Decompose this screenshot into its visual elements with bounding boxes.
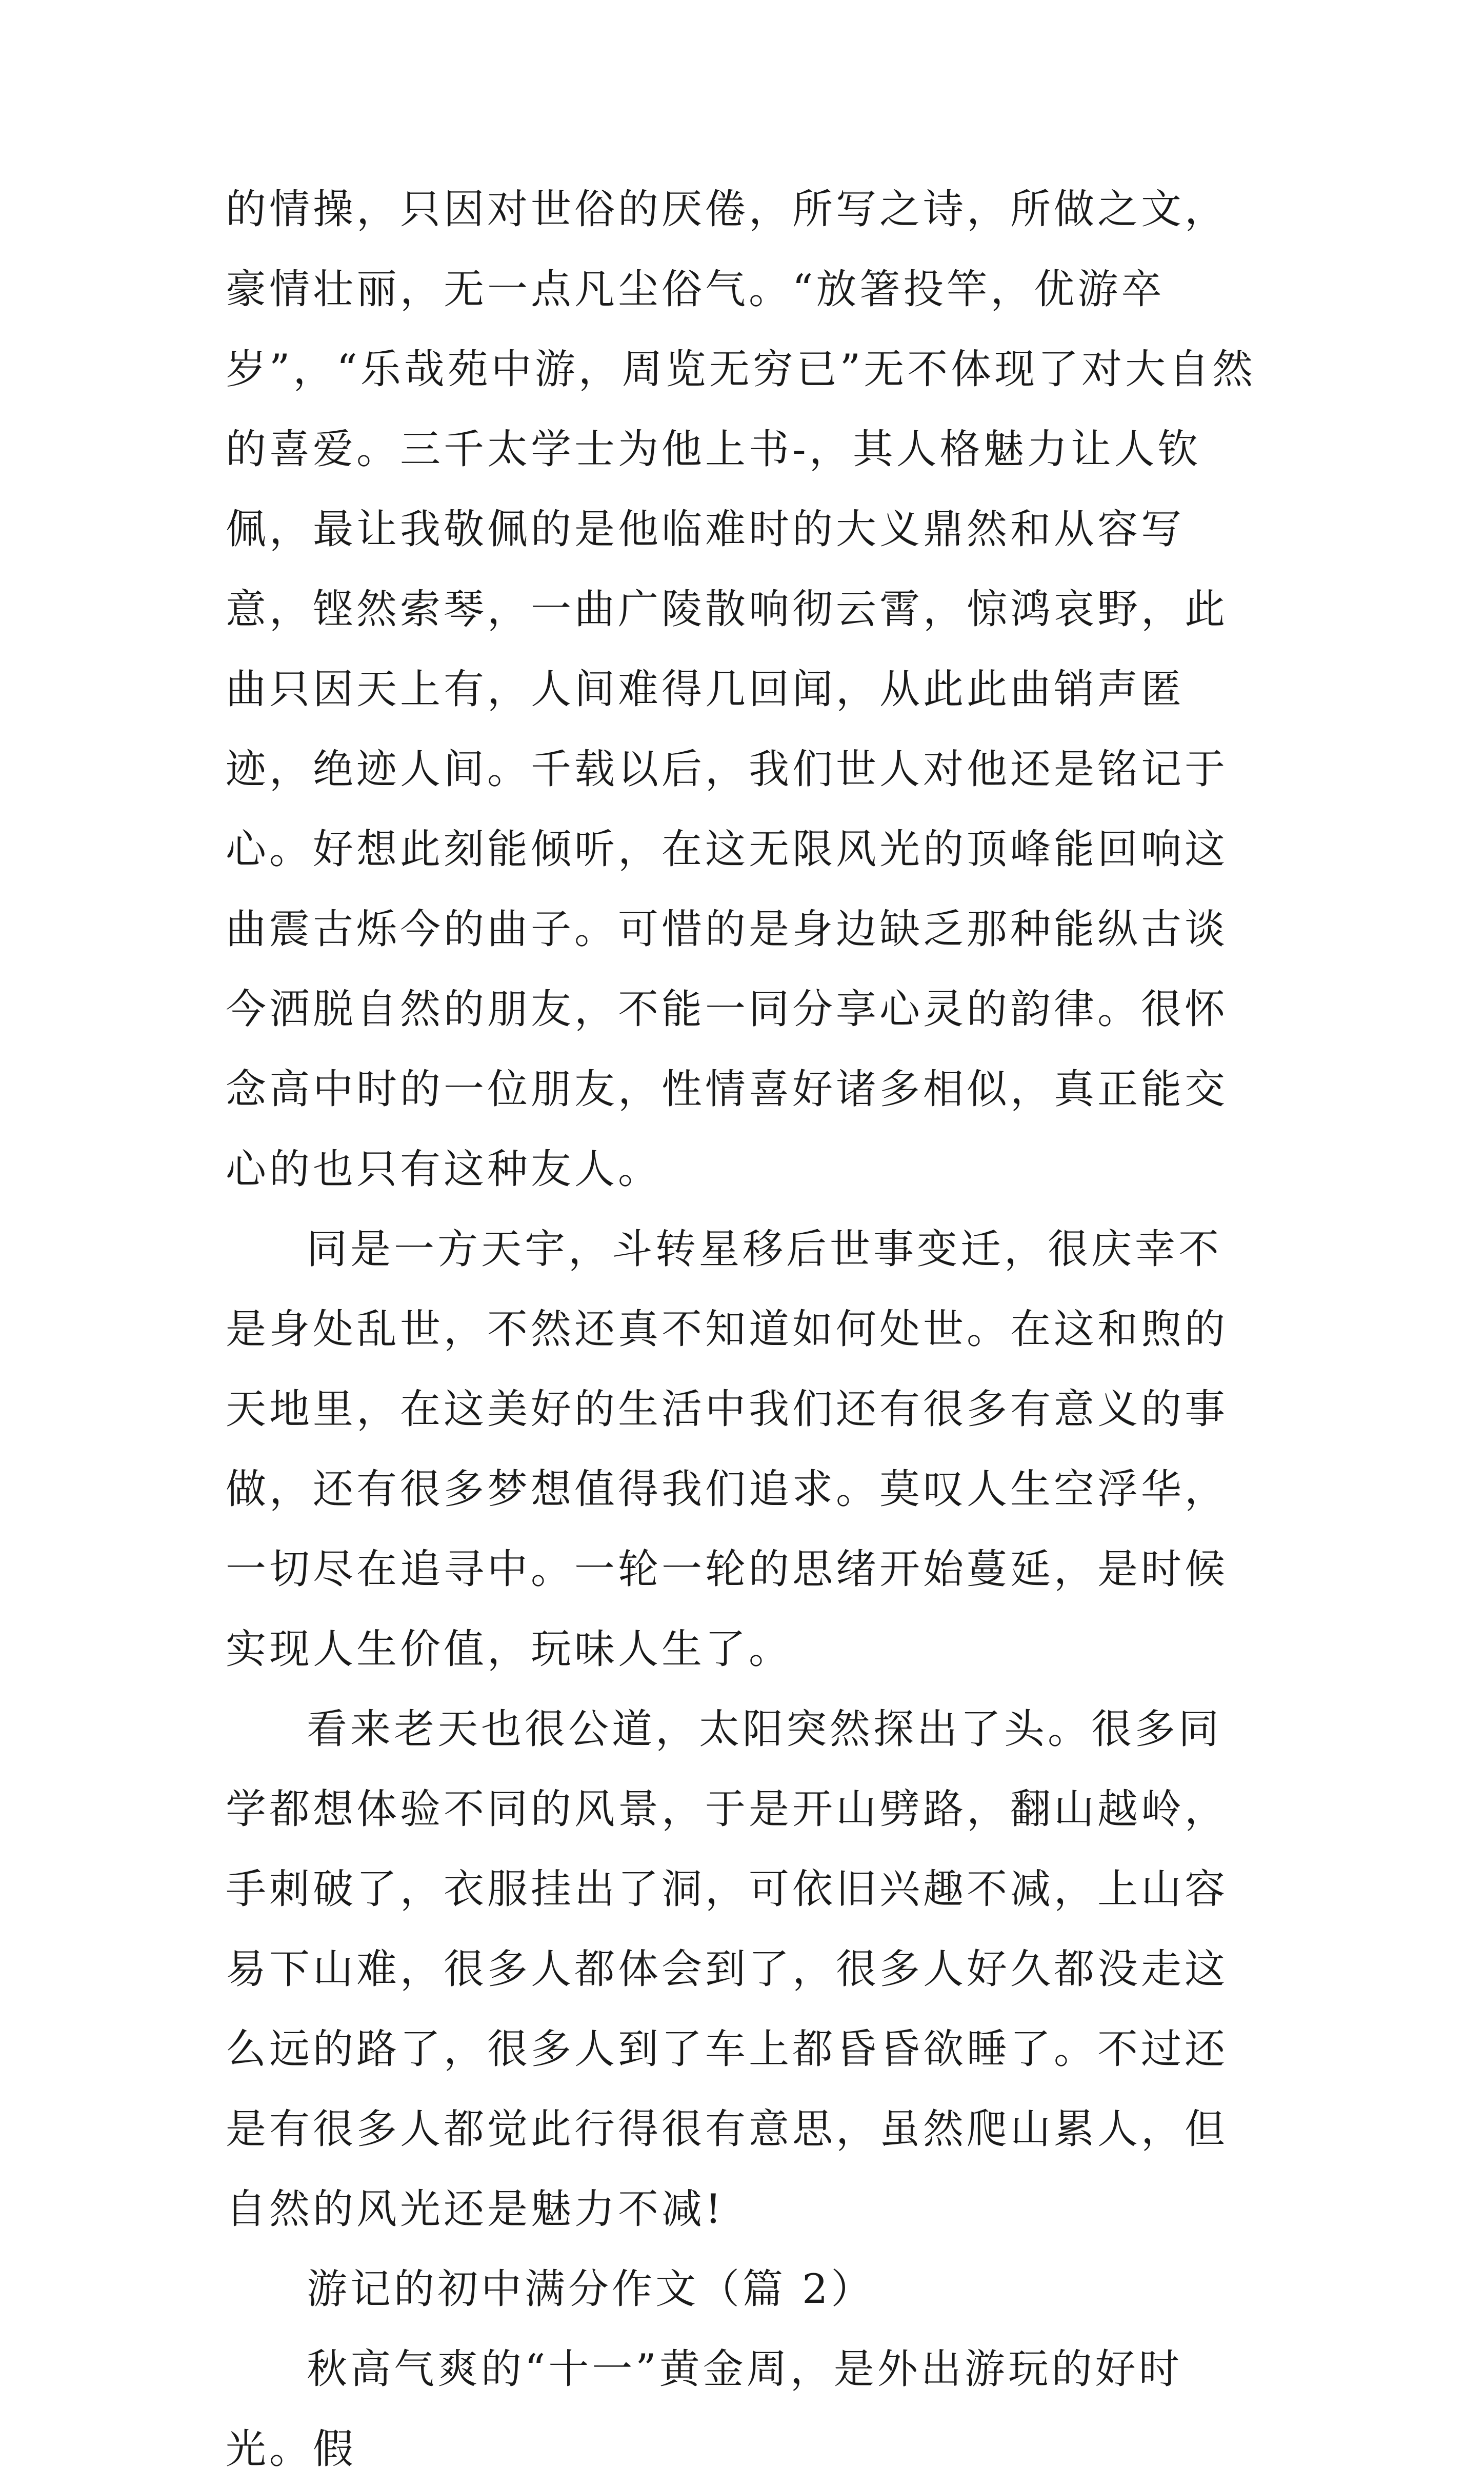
document-body <box>226 169 1261 2489</box>
paragraph-3: 看来老天也很公道，太阳突然探出了头。很多同学都想体验不同的风景，于是开山劈路，翻山越岭，手刺破了，衣服挂出了洞，可依旧兴趣不减，上山容易下山难，很多人都体会到了，很多人好久都没走这么远的路了，很多人到了车上都昏昏欲睡了。不过还是有很多人都觉此行得很有意思，虽然爬山累人，但自然的风光还是魅力不减! <box>226 1705 1228 2233</box>
paragraph-1: 的情操，只因对世俗的厌倦，所写之诗，所做之文，豪情壮丽，无一点凡尘俗气。“放箸投竿，优游卒岁”，“乐哉苑中游，周览无穷已”无不体现了对大自然的喜爱。三千太学士为他上书-，其人格魅力让人钦佩，最让我敬佩的是他临难时的大义鼎然和从容写意，铿然索琴，一曲广陵散响彻云霄，惊鸿哀野，此曲只因天上有，人间难得几回闻，从此此曲销声匿迹，绝迹人间。千载以后，我们世人对他还是铭记于心。好想此刻能倾听，在这无限风光的顶峰能回响这曲震古烁今的曲子。可惜的是身边缺乏那种能纵古谈今洒脱自然的朋友，不能一同分享心灵的韵律。很怀念高中时的一位朋友，性情喜好诸多相似，真正能交心的也只有这种友人。 <box>226 186 1256 1193</box>
section-heading: 游记的初中满分作文（篇 2） <box>307 2265 875 2313</box>
paragraph-4: 秋高气爽的“十一”黄金周，是外出游玩的好时光。假 <box>226 2345 1182 2473</box>
paragraph-2: 同是一方天宇，斗转星移后世事变迁，很庆幸不是身处乱世，不然还真不知道如何处世。在这和煦的天地里，在这美好的生活中我们还有很多有意义的事做，还有很多梦想值得我们追求。莫叹人生空浮华，一切尽在追寻中。一轮一轮的思绪开始蔓延，是时候实现人生价值，玩味人生了。 <box>226 1226 1228 1673</box>
